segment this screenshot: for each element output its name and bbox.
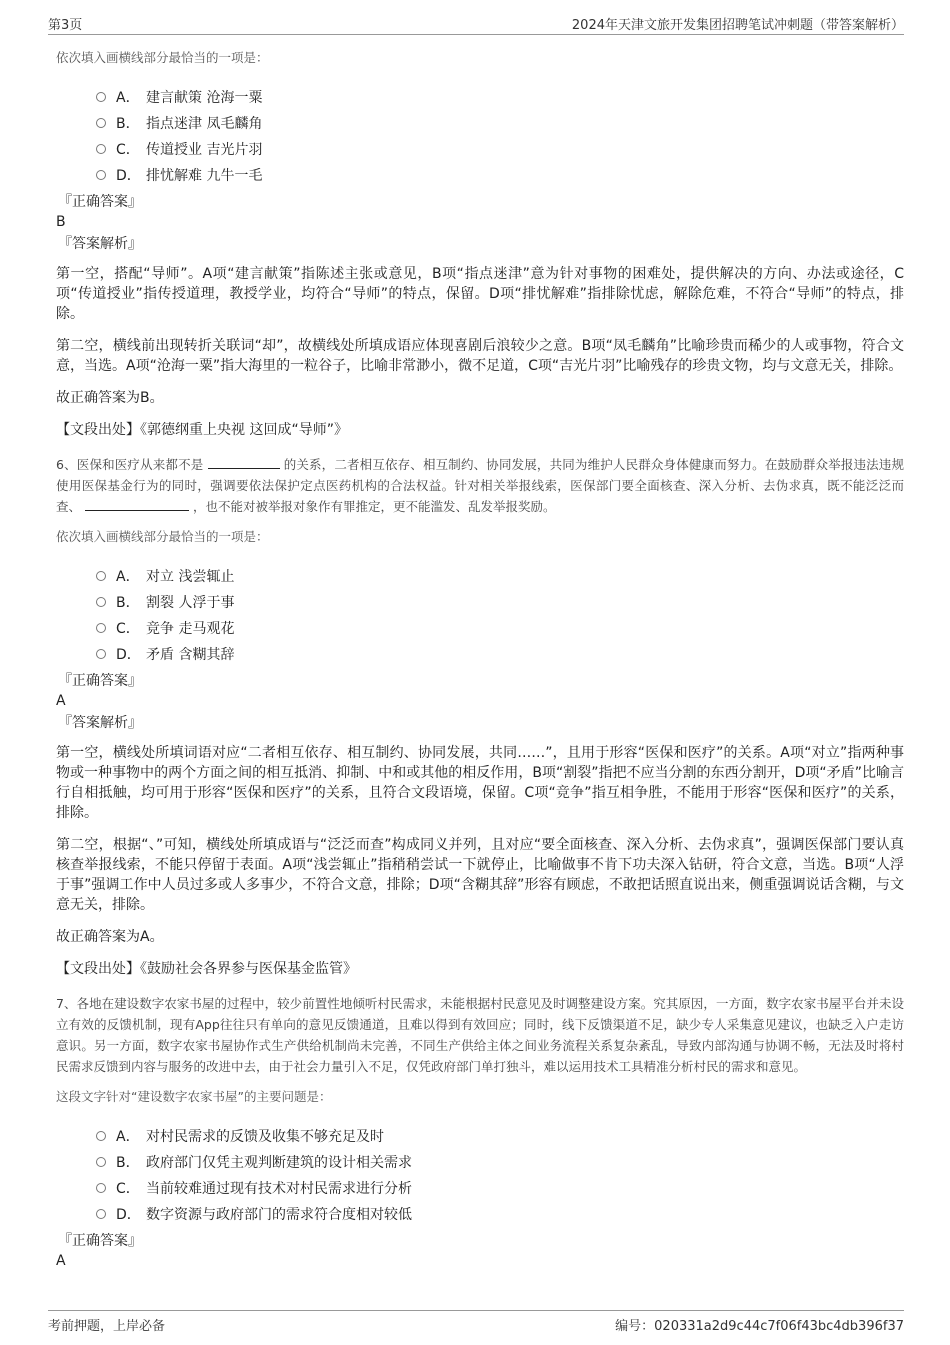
q6-analysis-para: 第一空，横线处所填词语对应“二者相互依存、相互制约、协同发展，共同……”，且用于形容“医保和医疗”的关系。A项“对立”指两种事物或一种事物中的两个方面之间的相互抵消、抑制、中和或其他的相反作用，B项“割裂”指把不应当分割的东西分割开，D项“矛盾”比喻言行自相抵触，均可用于形容“医保和医疗”的关系，且符合文段语境，保留。C项“竞争”指互相争胜，不能用于形容“医保和医疗”的关系，排除。 (56, 745, 904, 821)
q5-option-d[interactable] (96, 162, 904, 188)
option-text: 竞争 走马观花 (146, 621, 235, 637)
q6-option-b[interactable] (96, 589, 904, 615)
option-letter: B． (116, 1155, 140, 1171)
option-letter: B． (116, 595, 140, 611)
q7-answer-label: 『正确答案』 (58, 1233, 142, 1249)
q7-option-b[interactable] (96, 1149, 904, 1175)
page-header (48, 12, 904, 35)
option-letter: B． (116, 116, 140, 132)
option-text: 割裂 人浮于事 (146, 595, 235, 611)
option-letter: C． (116, 1181, 140, 1197)
option-letter: D． (116, 1207, 141, 1223)
q5-option-a[interactable] (96, 84, 904, 110)
footer-slogan: 考前押题，上岸必备 (48, 1319, 166, 1334)
radio-icon[interactable] (96, 170, 106, 180)
option-text: 对立 浅尝辄止 (146, 569, 235, 585)
q6-analysis-para: 第二空，根据“、”可知，横线处所填成语与“泛泛而查”构成同义并列，且对应“要全面核查、深入分析、去伪求真”，强调医保部门要认真核查举报线索，不能只停留于表面。A项“浅尝辄止”指稍稍尝试一下就停止，比喻做事不肯下功夫深入钻研，符合文意，当选。B项“人浮于事”强调工作中人员过多或人多事少，不符合文意，排除；D项“含糊其辞”形容有顾虑，不敢把话照直说出来，侧重强调说话含糊，与文意无关，排除。 (56, 837, 904, 913)
document-body (56, 40, 904, 1273)
q5-analysis-para: 第二空，横线前出现转折关联词“却”，故横线处所填成语应体现喜剧后浪较少之意。B项“凤毛麟角”比喻珍贵而稀少的人或事物，符合文意，当选。A项“沧海一粟”指大海里的一粒谷子，比喻非常渺小，微不足道，C项“吉光片羽”比喻残存的珍贵文物，均与文意无关，排除。 (56, 338, 904, 374)
option-letter: D． (116, 168, 141, 184)
radio-icon[interactable] (96, 118, 106, 128)
option-letter: D． (116, 647, 141, 663)
q5-answer: B (56, 214, 66, 230)
option-letter: A． (116, 90, 140, 106)
radio-icon[interactable] (96, 1131, 106, 1141)
option-text: 数字资源与政府部门的需求符合度相对较低 (146, 1207, 412, 1223)
q6-option-c[interactable] (96, 615, 904, 641)
option-letter: C． (116, 142, 140, 158)
fill-blank (85, 496, 189, 511)
option-text: 建言献策 沧海一粟 (146, 90, 263, 106)
radio-icon[interactable] (96, 623, 106, 633)
q6-stem (56, 454, 904, 517)
q6-analysis-conclusion: 故正确答案为A。 (56, 929, 164, 945)
option-letter: A． (116, 1129, 140, 1145)
radio-icon[interactable] (96, 1157, 106, 1167)
q7-prompt: 这段文字针对“建设数字农家书屋”的主要问题是： (56, 1089, 332, 1104)
radio-icon[interactable] (96, 1183, 106, 1193)
q6-source: 【文段出处】《鼓励社会各界参与医保基金监管》 (56, 961, 357, 977)
q5-analysis-conclusion: 故正确答案为B。 (56, 390, 164, 406)
option-text: 排忧解难 九牛一毛 (146, 168, 263, 184)
page-number: 第3页 (48, 18, 83, 33)
option-text: 对村民需求的反馈及收集不够充足及时 (146, 1129, 384, 1145)
q5-option-b[interactable] (96, 110, 904, 136)
q5-analysis-para: 第一空，搭配“导师”。A项“建言献策”指陈述主张或意见，B项“指点迷津”意为针对事物的困难处，提供解决的方向、办法或途径，C项“传道授业”指传授道理，教授学业，均符合“导师”的特点，保留。D项“排忧解难”指排除忧虑，解除危难，不符合“导师”的特点，排除。 (56, 266, 904, 322)
document-title: 2024年天津文旅开发集团招聘笔试冲刺题（带答案解析） (571, 18, 904, 33)
page-footer (48, 1310, 904, 1335)
q7-options (96, 1123, 904, 1227)
q5-analysis-label: 『答案解析』 (58, 236, 142, 252)
q5-source: 【文段出处】《郭德纲重上央视 这回成“导师”》 (56, 422, 348, 438)
radio-icon[interactable] (96, 92, 106, 102)
radio-icon[interactable] (96, 571, 106, 581)
q5-answer-label: 『正确答案』 (58, 194, 142, 210)
radio-icon[interactable] (96, 144, 106, 154)
q6-option-d[interactable] (96, 641, 904, 667)
q6-option-a[interactable] (96, 563, 904, 589)
fill-blank (208, 454, 280, 469)
q5-prompt: 依次填入画横线部分最恰当的一项是： (56, 50, 269, 65)
option-text: 传道授业 吉光片羽 (146, 142, 263, 158)
option-letter: C． (116, 621, 140, 637)
radio-icon[interactable] (96, 649, 106, 659)
radio-icon[interactable] (96, 597, 106, 607)
q6-answer-label: 『正确答案』 (58, 673, 142, 689)
q6-stem-part: ，也不能对被举报对象作有罪推定，更不能滥发、乱发举报奖励。 (192, 499, 556, 514)
q6-analysis-label: 『答案解析』 (58, 715, 142, 731)
q6-answer: A (56, 693, 66, 709)
option-text: 矛盾 含糊其辞 (146, 647, 235, 663)
option-text: 政府部门仅凭主观判断建筑的设计相关需求 (146, 1155, 412, 1171)
option-text: 当前较难通过现有技术对村民需求进行分析 (146, 1181, 412, 1197)
q6-options (96, 563, 904, 667)
q7-answer: A (56, 1253, 66, 1269)
q5-options (96, 84, 904, 188)
radio-icon[interactable] (96, 1209, 106, 1219)
q7-option-a[interactable] (96, 1123, 904, 1149)
q7-option-c[interactable] (96, 1175, 904, 1201)
q5-option-c[interactable] (96, 136, 904, 162)
q6-prompt: 依次填入画横线部分最恰当的一项是： (56, 529, 269, 544)
q6-stem-part: 的关系，二者相互依存、相互制约、协同发展，共同为维护人民群众身体健康而努力。在鼓励群众举报违法违规使用医保基金行为的同时，强调要依法保护定点医药机构的合法权益。针对相关举报线索，医保部门要全面核查、深入分析、去伪求真，既不能泛泛而查、 (56, 457, 904, 514)
option-letter: A． (116, 569, 140, 585)
q6-stem-part: 6、医保和医疗从来都不是 (56, 457, 204, 472)
q7-option-d[interactable] (96, 1201, 904, 1227)
option-text: 指点迷津 凤毛麟角 (146, 116, 263, 132)
document-id: 编号：020331a2d9c44c7f06f43bc4db396f37 (615, 1319, 904, 1334)
q7-stem: 7、各地在建设数字农家书屋的过程中，较少前置性地倾听村民需求，未能根据村民意见及时调整建设方案。究其原因，一方面，数字农家书屋平台并未设立有效的反馈机制，现有App往往只有单向的意见反馈通道，且难以得到有效回应；同时，线下反馈渠道不足，缺少专人采集意见建议，也缺乏入户走访意识。另一方面，数字农家书屋协作式生产供给机制尚未完善，不同生产供给主体之间业务流程关系复杂紊乱，导致内部沟通与协调不畅，无法及时将村民需求反馈到内容与服务的改进中去，由于社会力量引入不足，仅凭政府部门单打独斗，难以运用技术工具精准分析村民的需求和意见。 (56, 996, 904, 1074)
